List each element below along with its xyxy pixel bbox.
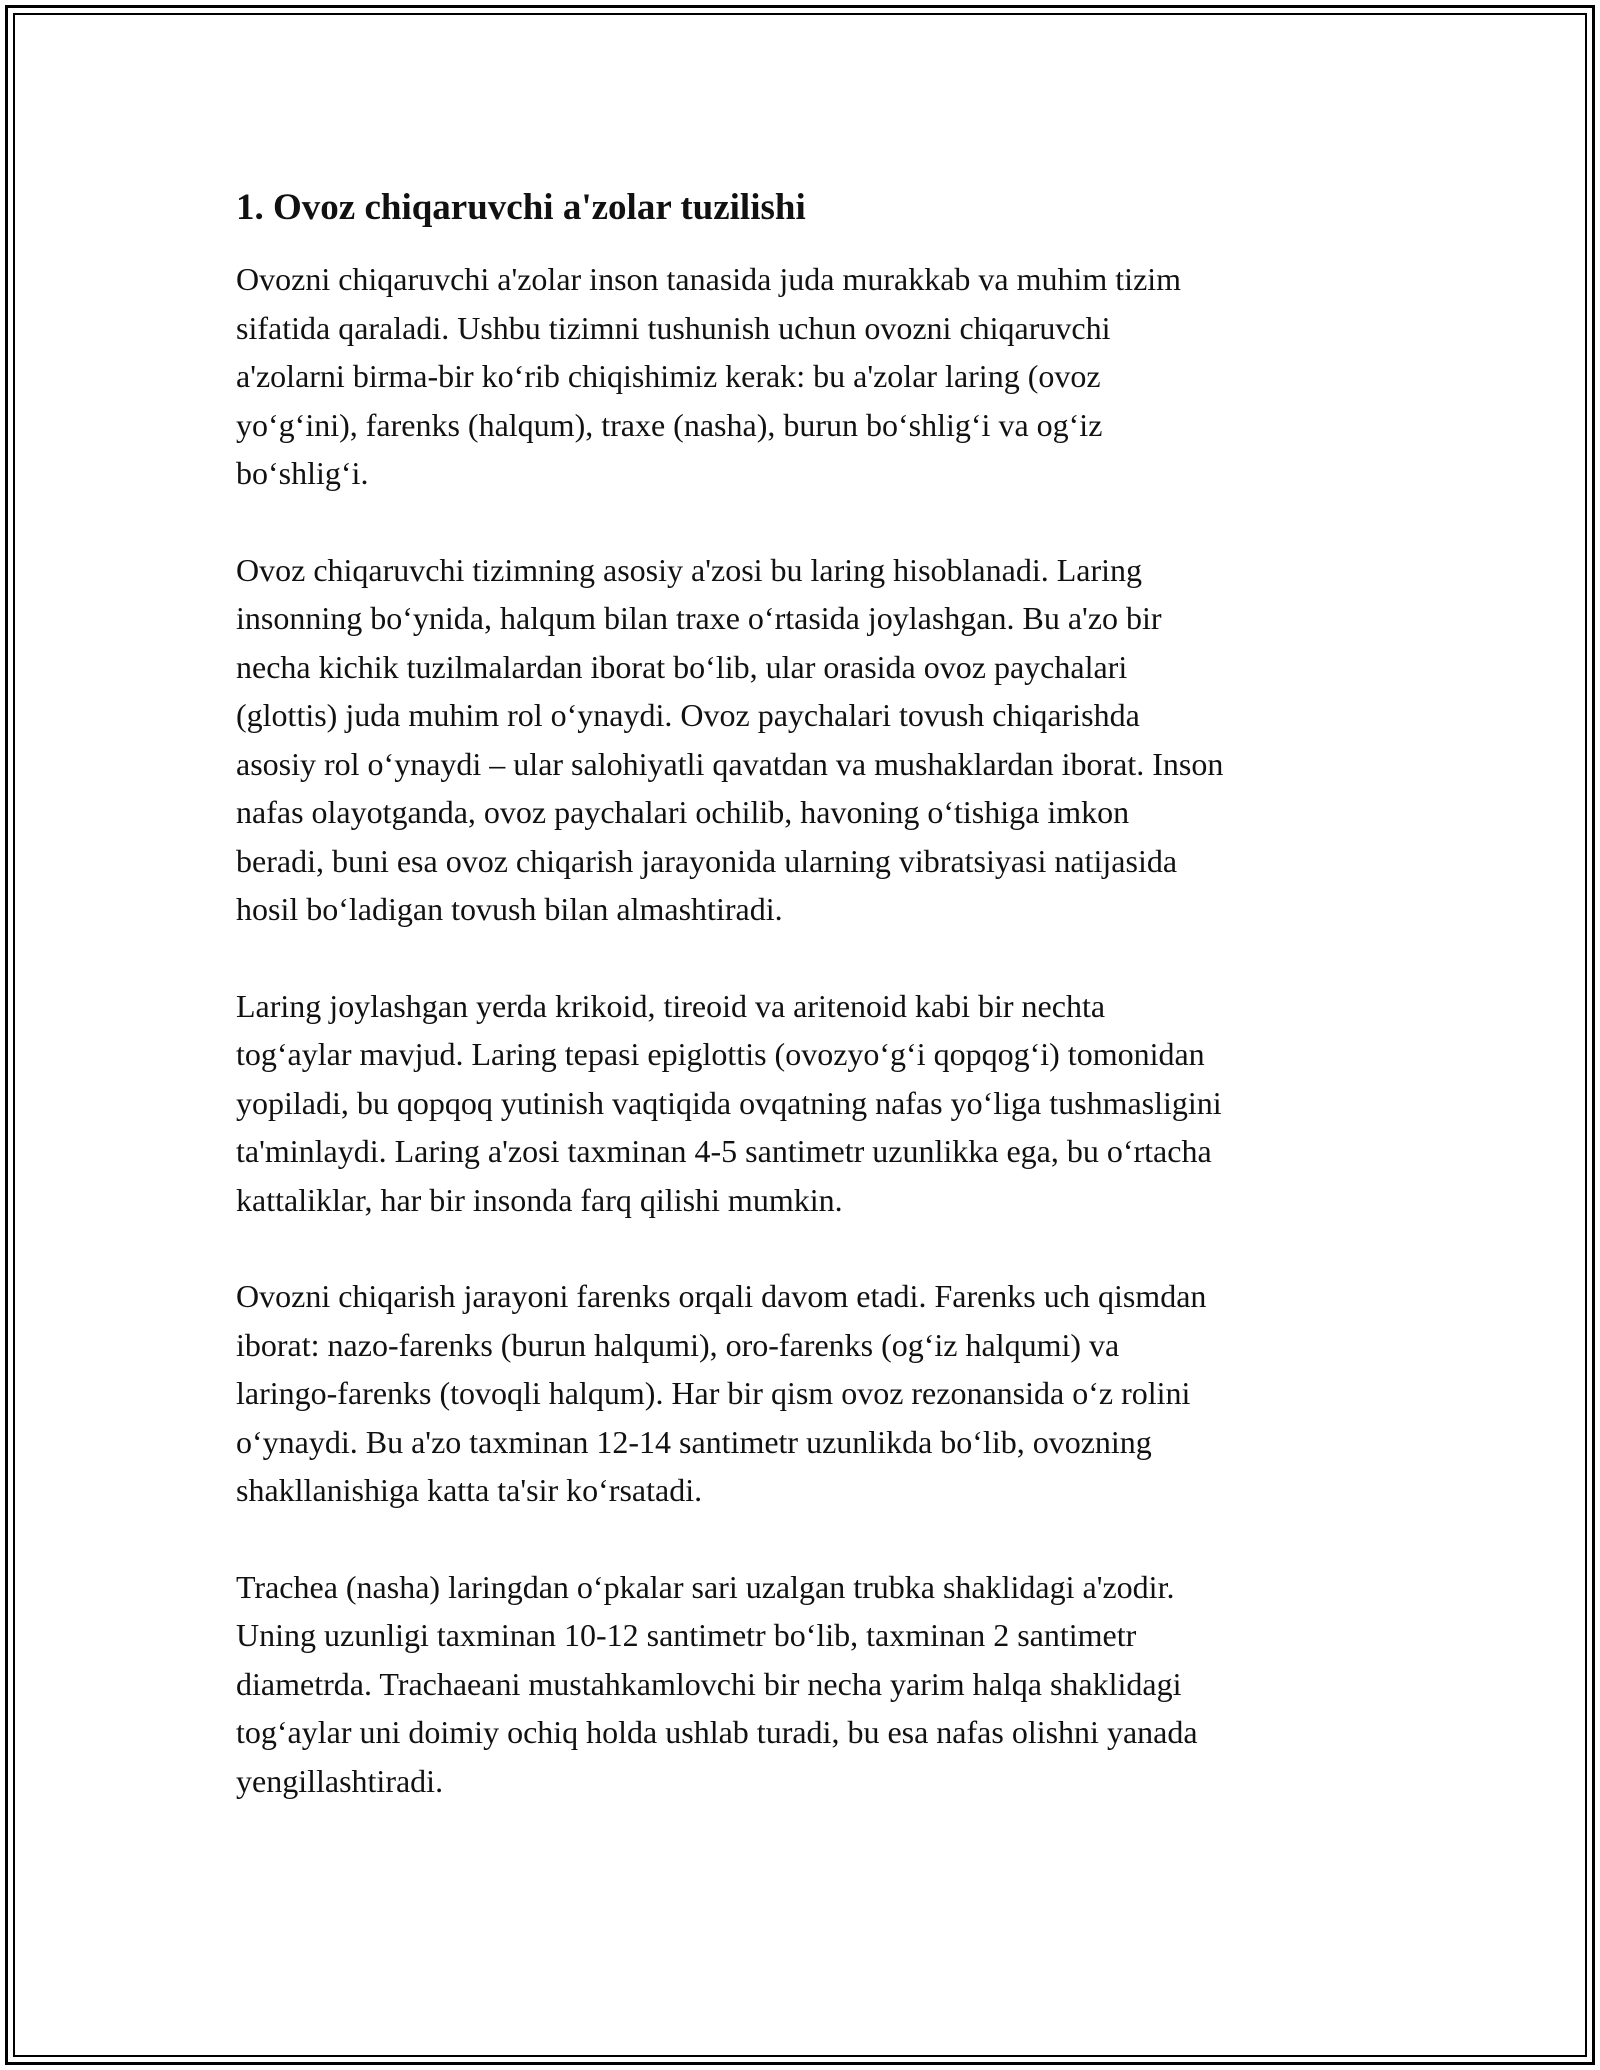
paragraph-line: asosiy rol oʻynaydi – ular salohiyatli qavatdan va mushaklardan iborat. Inson <box>236 745 1224 782</box>
paragraph-line: ta'minlaydi. Laring a'zosi taxminan 4-5 santimetr uzunlikka ega, bu oʻrtacha <box>236 1133 1212 1169</box>
document-body <box>236 185 1386 1853</box>
paragraph-line: kattaliklar, har bir insonda farq qilishi mumkin. <box>236 1181 843 1218</box>
paragraph-line: oʻynaydi. Bu a'zo taxminan 12-14 santimetr uzunlikda boʻlib, ovozning <box>236 1423 1152 1460</box>
paragraph-line: beradi, buni esa ovoz chiqarish jarayonida ularning vibratsiyasi natijasida <box>236 842 1178 879</box>
paragraph-1 <box>236 255 1386 498</box>
paragraph-line: togʻaylar uni doimiy ochiq holda ushlab turadi, bu esa nafas olishni yanada <box>236 1714 1198 1750</box>
paragraph-line: togʻaylar mavjud. Laring tepasi epiglottis (ovozyoʻgʻi qopqogʻi) tomonidan <box>236 1036 1205 1072</box>
paragraph-line: (glottis) juda muhim rol oʻynaydi. Ovoz paychalari tovush chiqarishda <box>236 697 1140 733</box>
paragraph-line: nafas olayotganda, ovoz paychalari ochilib, havoning oʻtishiga imkon <box>236 794 1130 830</box>
paragraph-line: laringo-farenks (tovoqli halqum). Har bir qism ovoz rezonansida oʻz rolini <box>236 1375 1191 1411</box>
paragraph-line: Ovoz chiqaruvchi tizimning asosiy a'zosi bu laring hisoblanadi. Laring <box>236 551 1142 588</box>
paragraph-line: sifatida qaraladi. Ushbu tizimni tushunish uchun ovozni chiqaruvchi <box>236 309 1111 346</box>
paragraph-line: shakllanishiga katta ta'sir koʻrsatadi. <box>236 1472 703 1508</box>
paragraph-line: a'zolarni birma-bir koʻrib chiqishimiz kerak: bu a'zolar laring (ovoz <box>236 358 1101 394</box>
paragraph-line: iborat: nazo-farenks (burun halqumi), oro-farenks (ogʻiz halqumi) va <box>236 1326 1120 1363</box>
paragraph-line: hosil boʻladigan tovush bilan almashtiradi. <box>236 891 783 927</box>
paragraph-line: Laring joylashgan yerda krikoid, tireoid va aritenoid kabi bir nechta <box>236 987 1106 1024</box>
paragraph-line: Trachea (nasha) laringdan oʻpkalar sari uzalgan trubka shaklidagi a'zodir. <box>236 1568 1175 1605</box>
paragraph-line: yopiladi, bu qopqoq yutinish vaqtiqida ovqatning nafas yoʻliga tushmasligini <box>236 1084 1222 1121</box>
paragraph-2 <box>236 546 1386 934</box>
paragraph-4 <box>236 1272 1386 1515</box>
paragraph-3 <box>236 982 1386 1225</box>
paragraph-line: diametrda. Trachaeani mustahkamlovchi bir necha yarim halqa shaklidagi <box>236 1665 1182 1702</box>
paragraph-line: necha kichik tuzilmalardan iborat boʻlib, ular orasida ovoz paychalari <box>236 648 1128 685</box>
section-heading: 1. Ovoz chiqaruvchi a'zolar tuzilishi <box>236 187 806 228</box>
paragraph-line: yoʻgʻini), farenks (halqum), traxe (nasha), burun boʻshligʻi va ogʻiz <box>236 406 1103 443</box>
paragraph-line: yengillashtiradi. <box>236 1762 444 1799</box>
paragraph-line: Uning uzunligi taxminan 10-12 santimetr boʻlib, taxminan 2 santimetr <box>236 1617 1137 1653</box>
paragraph-line: Ovozni chiqarish jarayoni farenks orqali davom etadi. Farenks uch qismdan <box>236 1278 1207 1314</box>
paragraph-line: boʻshligʻi. <box>236 455 369 491</box>
paragraph-5 <box>236 1563 1386 1806</box>
paragraph-line: Ovozni chiqaruvchi a'zolar inson tanasida juda murakkab va muhim tizim <box>236 261 1182 297</box>
paragraph-line: insonning boʻynida, halqum bilan traxe oʻrtasida joylashgan. Bu a'zo bir <box>236 600 1162 636</box>
